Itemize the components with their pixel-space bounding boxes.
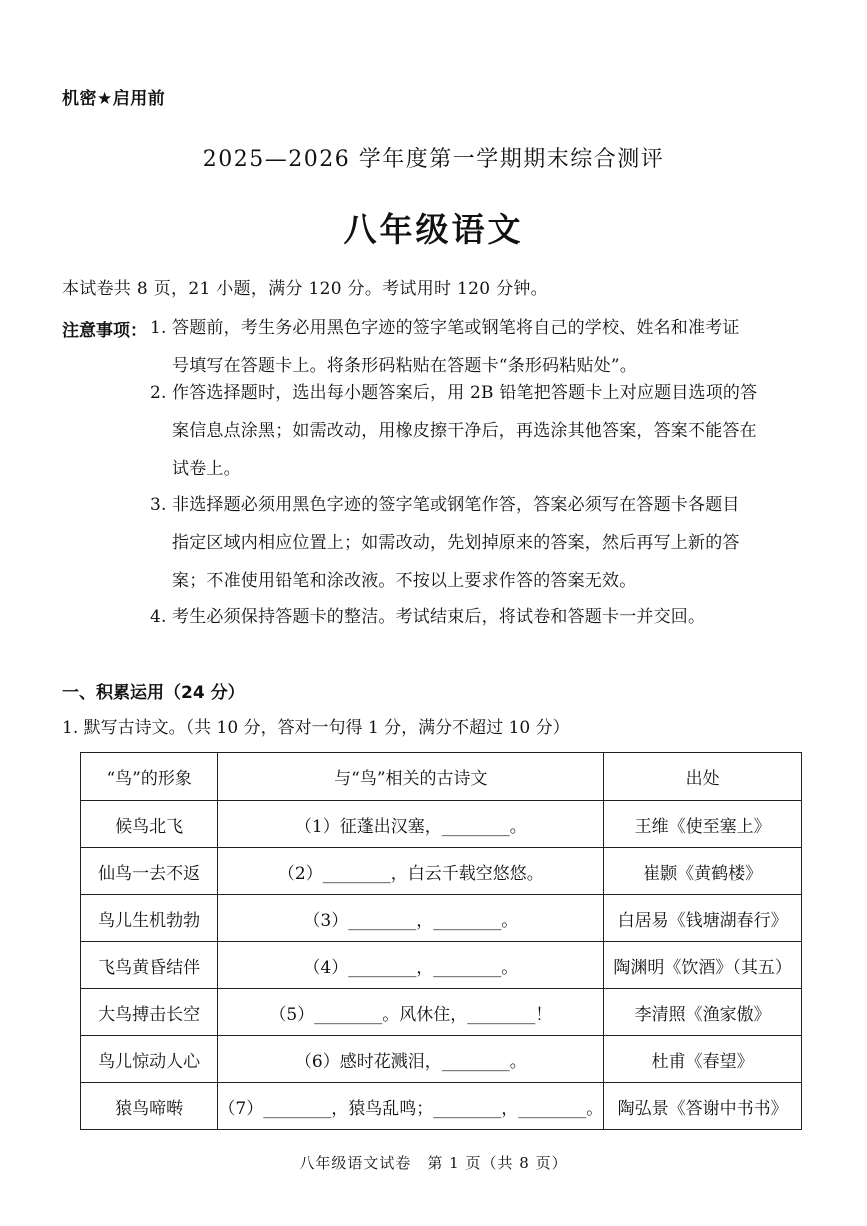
note-line: 作答选择题时，选出每小题答案后，用 2B 铅笔把答题卡上对应题目选项的答 (172, 383, 758, 403)
page-title: 八年级语文 (343, 210, 524, 249)
note-item-4 (150, 598, 810, 636)
note-line: 指定区域内相应位置上；如需改动，先划掉原来的答案，然后再写上新的答 (172, 533, 740, 553)
table-row (81, 848, 802, 895)
table-row (81, 942, 802, 989)
exam-intro: 本试卷共 8 页，21 小题，满分 120 分。考试用时 120 分钟。 (62, 279, 548, 299)
note-number: 1. (150, 318, 167, 338)
notes-label: 注意事项： (62, 321, 147, 341)
cell-source: 杜甫《春望》 (604, 1036, 802, 1083)
poem-table (80, 752, 802, 1130)
cell-poem: （7）________，猿鸟乱鸣；________，________。 (218, 1083, 604, 1130)
column-header-poem: 与“鸟”相关的古诗文 (218, 753, 604, 801)
note-number: 3. (150, 495, 167, 515)
column-header-source: 出处 (604, 753, 802, 801)
note-line: 案信息点涂黑；如需改动，用橡皮擦干净后，再选涂其他答案，答案不能答在 (172, 421, 757, 441)
cell-image: 飞鸟黄昏结伴 (81, 942, 218, 989)
section-title: 一、积累运用（24 分） (62, 683, 245, 703)
note-line: 非选择题必须用黑色字迹的签字笔或钢笔作答，答案必须写在答题卡各题目 (172, 495, 740, 515)
question-1-prompt: 1. 默写古诗文。（共 10 分，答对一句得 1 分，满分不超过 10 分） (62, 718, 570, 738)
note-line: 案；不准使用铅笔和涂改液。不按以上要求作答的答案无效。 (172, 571, 637, 591)
cell-image: 鸟儿生机勃勃 (81, 895, 218, 942)
table-row (81, 1036, 802, 1083)
cell-poem: （5）________。风休住，________！ (218, 989, 604, 1036)
cell-source: 王维《使至塞上》 (604, 801, 802, 848)
cell-source: 崔颢《黄鹤楼》 (604, 848, 802, 895)
column-header-image: “鸟”的形象 (81, 753, 218, 801)
cell-image: 仙鸟一去不返 (81, 848, 218, 895)
cell-image: 鸟儿惊动人心 (81, 1036, 218, 1083)
cell-image: 候鸟北飞 (81, 801, 218, 848)
confidential-label: 机密★启用前 (62, 89, 166, 109)
cell-poem: （4）________，________。 (218, 942, 604, 989)
table-row (81, 1083, 802, 1130)
table-row (81, 801, 802, 848)
cell-source: 李清照《渔家傲》 (604, 989, 802, 1036)
cell-poem: （3）________，________。 (218, 895, 604, 942)
cell-poem: （2）________，白云千载空悠悠。 (218, 848, 604, 895)
note-number: 4. (150, 607, 167, 627)
note-line: 考生必须保持答题卡的整洁。考试结束后，将试卷和答题卡一并交回。 (172, 607, 706, 627)
note-item-2 (150, 374, 810, 488)
note-item-3 (150, 486, 810, 600)
cell-source: 陶渊明《饮酒》（其五） (604, 942, 802, 989)
exam-subtitle: 2025—2026 学年度第一学期期末综合测评 (202, 147, 665, 172)
note-line: 答题前，考生务必用黑色字迹的签字笔或钢笔将自己的学校、姓名和准考证 (172, 318, 740, 338)
cell-poem: （1）征蓬出汉塞，________。 (218, 801, 604, 848)
cell-image: 大鸟搏击长空 (81, 989, 218, 1036)
note-line: 号填写在答题卡上。将条形码粘贴在答题卡“条形码粘贴处”。 (172, 356, 637, 376)
note-number: 2. (150, 383, 167, 403)
table-row (81, 989, 802, 1036)
cell-source: 陶弘景《答谢中书书》 (604, 1083, 802, 1130)
page-footer: 八年级语文试卷 第 1 页（共 8 页） (299, 1154, 568, 1172)
table-header-row (81, 753, 802, 801)
cell-poem: （6）感时花溅泪，________。 (218, 1036, 604, 1083)
cell-source: 白居易《钱塘湖春行》 (604, 895, 802, 942)
table-row (81, 895, 802, 942)
note-line: 试卷上。 (172, 459, 241, 479)
cell-image: 猿鸟啼啭 (81, 1083, 218, 1130)
